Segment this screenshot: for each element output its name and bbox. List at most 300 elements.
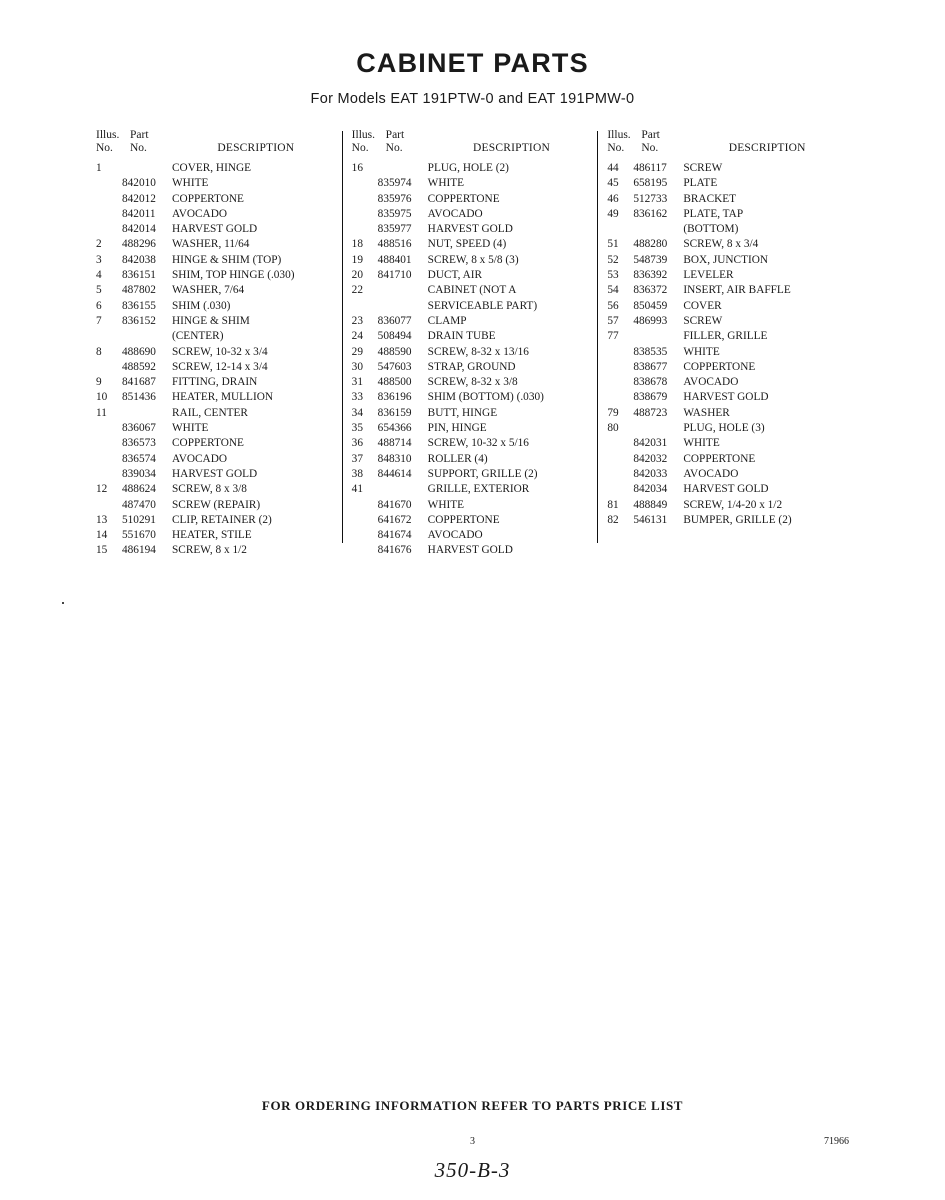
cell-description: WHITE	[683, 345, 720, 358]
cell-part-no: 842012	[122, 192, 156, 205]
cell-part-no: 839034	[122, 467, 156, 480]
cell-description: SCREW	[683, 314, 723, 327]
table-row	[96, 329, 336, 344]
cell-description: AVOCADO	[427, 529, 483, 542]
table-row	[96, 237, 336, 252]
cell-illus-no: 4	[96, 269, 102, 282]
cell-illus-no: 6	[96, 299, 102, 312]
cell-part-no: 547603	[377, 360, 412, 373]
cell-description: GRILLE, EXTERIOR	[427, 483, 530, 496]
cell-description: WASHER, 7/64	[172, 284, 245, 297]
cell-part-no: 488590	[377, 345, 412, 358]
cell-description: WHITE	[172, 422, 209, 435]
table-row	[96, 161, 336, 176]
cell-description: INSERT, AIR BAFFLE	[683, 284, 791, 297]
cell-part-no: 658195	[633, 177, 668, 190]
cell-illus-no: 79	[607, 406, 619, 419]
table-row	[607, 299, 847, 314]
cell-part-no: 838535	[633, 345, 668, 358]
cell-description: DRAIN TUBE	[427, 330, 496, 343]
cell-illus-no: 57	[607, 314, 619, 327]
cell-illus-no	[352, 176, 378, 191]
cell-illus-no: 35	[351, 422, 363, 435]
cell-illus-no: 14	[96, 529, 108, 542]
table-row	[352, 528, 592, 543]
cell-description: AVOCADO	[172, 207, 228, 220]
table-row	[607, 436, 847, 451]
cell-part-no: 836372	[633, 284, 668, 297]
header-illus-line2: No.	[607, 142, 625, 154]
cell-description: SCREW, 8-32 x 13/16	[427, 345, 529, 358]
table-row	[607, 192, 847, 207]
table-row	[96, 421, 336, 436]
table-row	[607, 253, 847, 268]
cell-illus-no: 5	[96, 284, 102, 297]
cell-description: AVOCADO	[427, 207, 483, 220]
cell-part-no: 836159	[377, 406, 412, 419]
table-row	[352, 543, 592, 558]
table-row	[352, 314, 592, 329]
cell-illus-no	[96, 192, 122, 207]
table-row	[352, 253, 592, 268]
cell-part-no: 488849	[633, 498, 668, 511]
cell-part-no	[122, 406, 172, 421]
cell-part-no: 836067	[122, 422, 156, 435]
table-row	[607, 421, 847, 436]
cell-part-no: 488280	[633, 238, 668, 251]
cell-part-no: 835976	[377, 192, 412, 205]
cell-illus-no: 29	[351, 345, 363, 358]
table-row	[96, 360, 336, 375]
cell-part-no: 835975	[377, 207, 412, 220]
cell-illus-no	[607, 436, 633, 451]
table-row	[96, 528, 336, 543]
table-row	[96, 253, 336, 268]
table-row	[96, 299, 336, 314]
table-row	[352, 390, 592, 405]
table-row	[352, 192, 592, 207]
cell-illus-no	[607, 390, 633, 405]
table-row	[352, 329, 592, 344]
cell-illus-no: 52	[607, 253, 619, 266]
table-row	[352, 268, 592, 283]
table-row	[352, 513, 592, 528]
cell-description: WASHER	[683, 406, 730, 419]
cell-illus-no: 38	[351, 467, 363, 480]
cell-part-no: 842033	[633, 467, 668, 480]
cell-description: HINGE & SHIM	[172, 314, 250, 327]
table-row	[96, 192, 336, 207]
table-row	[352, 406, 592, 421]
cell-part-no: 486993	[633, 314, 668, 327]
cell-illus-no	[607, 452, 633, 467]
cell-illus-no: 31	[351, 376, 363, 389]
cell-illus-no	[607, 360, 633, 375]
table-row	[607, 222, 847, 237]
cell-description: SCREW, 12-14 x 3/4	[172, 360, 268, 373]
cell-description: HEATER, STILE	[172, 529, 252, 542]
cell-illus-no: 13	[96, 513, 108, 526]
cell-part-no: 835977	[377, 223, 412, 236]
cell-part-no: 486117	[633, 162, 667, 174]
column-header-2	[352, 129, 592, 154]
header-illus-line1: Illus.	[96, 129, 120, 141]
cell-illus-no	[96, 498, 122, 513]
cell-description: COPPERTONE	[172, 192, 244, 205]
cell-part-no: 488296	[122, 238, 156, 251]
cell-part-no: 838677	[633, 360, 668, 373]
cell-description: SHIM, TOP HINGE (.030)	[172, 269, 295, 282]
cell-description: PLATE, TAP	[683, 207, 744, 220]
table-row	[96, 498, 336, 513]
cell-illus-no: 36	[351, 437, 363, 450]
parts-column-2	[342, 129, 598, 559]
table-row	[352, 421, 592, 436]
cell-description: BUMPER, GRILLE (2)	[683, 513, 792, 526]
cell-illus-no: 77	[607, 330, 619, 343]
cell-illus-no: 80	[607, 422, 619, 435]
cell-part-no	[122, 161, 172, 176]
table-row	[607, 329, 847, 344]
cell-illus-no: 12	[96, 483, 108, 496]
parts-table-3	[607, 161, 847, 528]
table-row	[607, 452, 847, 467]
ordering-information-note: FOR ORDERING INFORMATION REFER TO PARTS PRICE LIST	[261, 1098, 684, 1113]
cell-part-no: 512733	[633, 192, 668, 205]
page-number: 3	[470, 1136, 475, 1147]
cell-illus-no: 37	[351, 452, 363, 465]
parts-table-body-1	[96, 161, 336, 559]
cell-description: BOX, JUNCTION	[683, 253, 769, 266]
table-row	[607, 161, 847, 176]
cell-description: HINGE & SHIM (TOP)	[172, 253, 282, 266]
cell-illus-no: 11	[96, 406, 107, 419]
cell-description: PIN, HINGE	[427, 422, 487, 435]
cell-description: HEATER, MULLION	[172, 391, 274, 404]
cell-part-no: 487802	[122, 284, 156, 297]
table-row	[607, 207, 847, 222]
cell-part-no: 851436	[122, 391, 156, 404]
cell-description: SCREW, 8 x 5/8 (3)	[427, 253, 519, 266]
table-row	[607, 345, 847, 360]
cell-description: COPPERTONE	[683, 360, 756, 373]
document-code: 71966	[824, 1136, 849, 1147]
table-row	[352, 345, 592, 360]
cell-part-no: 488723	[633, 406, 668, 419]
cell-part-no: 486194	[122, 544, 156, 557]
header-illus-line1: Illus.	[351, 129, 375, 141]
cell-description: HARVEST GOLD	[172, 467, 258, 480]
cell-part-no: 841687	[122, 376, 156, 389]
cell-description: HARVEST GOLD	[683, 483, 769, 496]
parts-table-1	[96, 161, 336, 559]
table-row	[352, 498, 592, 513]
cell-description: WHITE	[427, 498, 465, 511]
cell-part-no: 488624	[122, 483, 156, 496]
cell-part-no: 488690	[122, 345, 156, 358]
cell-part-no: 842031	[633, 437, 668, 450]
cell-part-no: 641672	[377, 513, 412, 526]
table-row	[96, 452, 336, 467]
table-row	[96, 222, 336, 237]
cell-illus-no: 49	[607, 207, 619, 220]
cell-description: COPPERTONE	[427, 192, 500, 205]
table-row	[352, 161, 592, 176]
cell-illus-no	[96, 207, 122, 222]
table-row	[607, 314, 847, 329]
cell-illus-no	[96, 360, 122, 375]
cell-description: NUT, SPEED (4)	[427, 238, 507, 251]
table-row	[96, 176, 336, 191]
cell-illus-no	[352, 222, 378, 237]
cell-part-no: 850459	[633, 299, 668, 312]
table-row	[352, 467, 592, 482]
cell-part-no: 836151	[122, 269, 156, 282]
handwritten-mark: 350-B-3	[434, 1158, 511, 1182]
cell-part-no	[633, 421, 683, 436]
cell-description: CLIP, RETAINER (2)	[172, 513, 272, 526]
cell-illus-no: 23	[351, 314, 363, 327]
cell-illus-no	[352, 207, 378, 222]
table-row	[607, 375, 847, 390]
table-row	[352, 222, 592, 237]
cell-part-no: 488592	[122, 360, 156, 373]
parts-columns	[0, 129, 945, 559]
header-part-line2: No.	[385, 142, 403, 154]
cell-illus-no: 51	[607, 238, 619, 251]
cell-description: SCREW, 10-32 x 5/16	[427, 437, 529, 450]
table-row	[96, 436, 336, 451]
cell-part-no: 841710	[377, 269, 412, 282]
cell-illus-no	[352, 192, 378, 207]
cell-description: SCREW, 8 x 1/2	[172, 544, 247, 557]
table-row	[607, 467, 847, 482]
cell-description: PLUG, HOLE (3)	[683, 422, 765, 435]
cell-illus-no: 19	[351, 253, 363, 266]
cell-part-no: 546131	[633, 513, 668, 526]
header-part-line1: Part	[641, 129, 660, 141]
table-row	[96, 268, 336, 283]
table-row	[352, 283, 592, 298]
cell-part-no: 838678	[633, 376, 668, 389]
cell-illus-no: 16	[351, 162, 363, 174]
cell-illus-no: 45	[607, 177, 619, 190]
cell-description: PLUG, HOLE (2)	[427, 162, 509, 174]
cell-part-no: 836162	[633, 207, 668, 220]
header-part-line1: Part	[130, 129, 149, 141]
page-subtitle: For Models EAT 191PTW-0 and EAT 191PMW-0	[310, 91, 635, 107]
cell-illus-no	[352, 498, 378, 513]
cell-description: BUTT, HINGE	[427, 406, 498, 419]
cell-part-no: 838679	[633, 391, 668, 404]
cell-description: COPPERTONE	[172, 437, 244, 450]
table-row	[607, 498, 847, 513]
cell-part-no: 508494	[377, 330, 412, 343]
cell-description: FITTING, DRAIN	[172, 376, 258, 389]
cell-description: (BOTTOM)	[683, 223, 739, 236]
cell-part-no: 487470	[122, 498, 156, 511]
header-illus-line1: Illus.	[607, 129, 631, 141]
cell-description: SCREW, 10-32 x 3/4	[172, 345, 268, 358]
table-row	[607, 360, 847, 375]
cell-description: HARVEST GOLD	[172, 223, 258, 236]
cell-description: HARVEST GOLD	[427, 544, 513, 557]
cell-description: WHITE	[427, 177, 465, 190]
cell-description: ROLLER (4)	[427, 452, 488, 465]
cell-description: SCREW, 8-32 x 3/8	[427, 376, 518, 389]
cell-part-no	[378, 299, 428, 314]
cell-illus-no	[352, 528, 378, 543]
cell-part-no: 488500	[377, 376, 412, 389]
cell-description: COPPERTONE	[683, 452, 756, 465]
table-row	[607, 406, 847, 421]
parts-table-body-2	[352, 161, 592, 559]
cell-description: HARVEST GOLD	[427, 223, 513, 236]
cell-description: SCREW, 8 x 3/4	[683, 238, 759, 251]
cell-description: SERVICEABLE PART)	[427, 299, 538, 312]
cell-illus-no	[96, 222, 122, 237]
cell-part-no: 842010	[122, 177, 156, 190]
cell-description: SUPPORT, GRILLE (2)	[427, 467, 538, 480]
cell-description: AVOCADO	[683, 467, 739, 480]
cell-illus-no: 30	[351, 360, 363, 373]
cell-part-no: 548739	[633, 253, 668, 266]
cell-description: CABINET (NOT A	[427, 284, 517, 297]
table-row	[96, 513, 336, 528]
cell-illus-no: 54	[607, 284, 619, 297]
table-row	[607, 390, 847, 405]
table-row	[96, 543, 336, 558]
table-row	[352, 452, 592, 467]
cell-illus-no: 9	[96, 376, 102, 389]
cell-description: FILLER, GRILLE	[683, 330, 768, 343]
cell-illus-no	[352, 543, 378, 558]
cell-part-no	[378, 161, 428, 176]
column-header-3	[607, 129, 847, 154]
cell-description: SCREW	[683, 162, 723, 174]
table-row	[352, 237, 592, 252]
cell-part-no: 836196	[377, 391, 412, 404]
table-row	[352, 207, 592, 222]
column-header-1	[96, 129, 336, 154]
cell-part-no: 488401	[377, 253, 412, 266]
cell-part-no: 836155	[122, 299, 156, 312]
header-part-line2: No.	[130, 142, 147, 154]
cell-description: SCREW, 1/4-20 x 1/2	[683, 498, 783, 511]
cell-part-no: 836152	[122, 314, 156, 327]
cell-part-no	[378, 283, 428, 298]
cell-description: AVOCADO	[683, 376, 739, 389]
header-description: DESCRIPTION	[217, 142, 295, 154]
cell-illus-no: 34	[351, 406, 363, 419]
cell-part-no: 848310	[377, 452, 412, 465]
table-row	[607, 176, 847, 191]
table-row	[607, 268, 847, 283]
cell-description: LEVELER	[683, 269, 734, 282]
cell-description: AVOCADO	[172, 452, 228, 465]
table-row	[352, 176, 592, 191]
cell-illus-no: 82	[607, 513, 619, 526]
cell-part-no: 836574	[122, 452, 156, 465]
table-row	[96, 406, 336, 421]
cell-description: PLATE	[683, 177, 718, 190]
cell-description: SHIM (BOTTOM) (.030)	[427, 391, 544, 404]
header-part-line1: Part	[385, 129, 405, 141]
cell-illus-no: 81	[607, 498, 619, 511]
cell-part-no: 488516	[377, 238, 412, 251]
cell-description: RAIL, CENTER	[172, 406, 248, 419]
cell-illus-no: 7	[96, 314, 102, 327]
table-row	[96, 482, 336, 497]
cell-description: (CENTER)	[172, 330, 224, 343]
header-part-line2: No.	[641, 142, 659, 154]
cell-part-no: 842014	[122, 223, 156, 236]
cell-part-no: 836392	[633, 269, 668, 282]
table-row	[352, 360, 592, 375]
cell-description: WHITE	[683, 437, 720, 450]
parts-column-3	[597, 129, 853, 559]
cell-part-no: 842038	[122, 253, 156, 266]
cell-part-no: 551670	[122, 529, 156, 542]
cell-illus-no	[96, 467, 122, 482]
table-row	[352, 436, 592, 451]
cell-illus-no	[607, 222, 633, 237]
table-row	[352, 375, 592, 390]
cell-description: WASHER, 11/64	[172, 238, 250, 251]
cell-illus-no: 8	[96, 345, 102, 358]
cell-illus-no: 46	[607, 192, 619, 205]
header-illus-line2: No.	[96, 142, 113, 154]
cell-description: SHIM (.030)	[172, 299, 231, 312]
cell-part-no: 510291	[122, 513, 156, 526]
cell-illus-no	[96, 436, 122, 451]
parts-table-2	[352, 161, 592, 559]
cell-illus-no	[96, 176, 122, 191]
cell-part-no: 842032	[633, 452, 668, 465]
cell-illus-no	[96, 452, 122, 467]
cell-illus-no	[607, 345, 633, 360]
cell-illus-no: 3	[96, 253, 102, 266]
cell-part-no	[122, 329, 172, 344]
table-row	[96, 314, 336, 329]
cell-part-no: 842011	[122, 207, 156, 220]
cell-part-no: 844614	[377, 467, 412, 480]
header-description: DESCRIPTION	[473, 142, 550, 154]
table-row	[96, 283, 336, 298]
table-row	[96, 390, 336, 405]
cell-illus-no: 24	[351, 330, 363, 343]
cell-part-no: 836077	[377, 314, 412, 327]
cell-illus-no	[96, 421, 122, 436]
cell-part-no: 835974	[377, 177, 412, 190]
cell-part-no	[633, 329, 683, 344]
cell-description: DUCT, AIR	[427, 269, 483, 282]
cell-part-no: 841670	[377, 498, 412, 511]
scan-speck	[62, 602, 64, 604]
cell-description: CLAMP	[427, 314, 467, 327]
cell-part-no: 488714	[377, 437, 412, 450]
cell-description: COPPERTONE	[427, 513, 500, 526]
cell-illus-no: 41	[351, 483, 363, 496]
cell-part-no	[378, 482, 428, 497]
table-row	[96, 345, 336, 360]
cell-illus-no: 56	[607, 299, 619, 312]
cell-illus-no	[96, 329, 122, 344]
cell-illus-no: 1	[96, 162, 102, 174]
table-row	[352, 299, 592, 314]
cell-illus-no: 15	[96, 544, 108, 557]
cell-part-no: 836573	[122, 437, 156, 450]
